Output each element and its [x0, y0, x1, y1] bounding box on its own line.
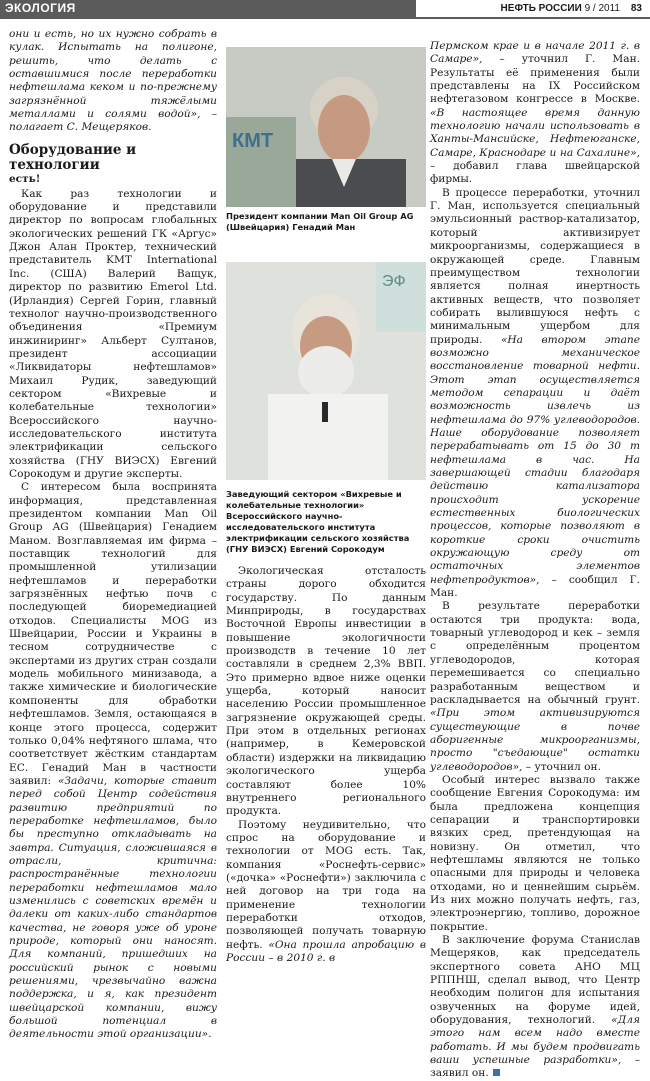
end-of-article-mark	[493, 1069, 500, 1076]
page-header	[0, 0, 650, 19]
paragraph-text: В заключение форума Станислав Мещеряков, как председатель экспертного совета АНО МЦ РППНШ, сделал вывод, что Центр необходим полигон для испытания озвученных на форуме идей, оборудования, технологий.	[430, 934, 640, 1027]
header-rule	[0, 17, 650, 19]
paragraph	[9, 481, 217, 1041]
section-subheading: есть!	[9, 172, 41, 185]
quote-text: «Для этого нам всем надо вместе работать. И мы будем продвигать ваши успешные разработки»,	[430, 1014, 641, 1067]
quote-text: «На втором этапе возможно механическое восстановление товарной нефти. Этот этап осуществляется методом сепарации и даёт возможность извлечь из нефтешлама до 97% углеводородов. Наше оборудование позволяет перерабатывать от 15 до 30 т нефтешлама в час. На завершающей стадии благодаря действию катализатора происходит ускорение естественных биологических процессов, которые позволяют в короткие сроки очистить окружающую среду от остаточных элементов нефтепродуктов»,	[430, 333, 640, 586]
quote-text: «При этом активизируются существующие в почве аборигенные микроорганизмы, просто "съедающие" остатки углеводородов»,	[430, 707, 640, 773]
paragraph	[430, 934, 640, 1081]
paragraph-text: Поэтому неудивительно, что спрос на оборудование и технологии от MOG есть. Так, компания «Роснефть-сервис» («дочка» «Роснефти») заключила с ней договор на три года на применение технологии переработки отходов, позволяющей получать товарную нефть.	[226, 818, 426, 951]
portrait-image	[226, 262, 426, 480]
paragraph-text: В процессе переработки, уточнил Г. Ман, используется специальный эмульсионный раствор-катализатор, который активизирует микроорганизмы, содержащиеся в окружающей среде. Главным преимуществом технологии является полная инертность активных веществ, что позволяет собирать вылившуюся нефть с минимальным ущербом для природы.	[430, 186, 640, 346]
section-heading: Оборудование и технологии	[9, 141, 137, 173]
paragraph-text: – сообщил Г. Ман.	[430, 573, 640, 600]
quote-text: «В настоящее время данную технологию начали использовать в Ханты-Мансийске, Нефтеюганске, Самаре, Краснодаре и на Сахалине»,	[430, 106, 640, 159]
section-rubric: ЭКОЛОГИЯ	[0, 0, 416, 17]
page-number: 83	[630, 3, 642, 14]
paragraph	[430, 187, 640, 601]
photo-caption: Заведующий сектором «Вихревые и колебательные технологии» Всероссийского научно-исследовательского института электрификации сельского хозяйства (ГНУ ВИЭСХ) Евгений Сорокодум	[226, 489, 410, 554]
photo-president-man-oil-group	[226, 47, 426, 207]
paragraph: Особый интерес вызвало также сообщение Евгения Сорокодума: им была предложена концепция сепарации и транспортировки вязких сред, претендующая на новизну. Он отметил, что нефтешламы являются не только опасными для природы и человека отходами, но и ценнейшим сырьём. Из них можно получать нефть, газ, электроэнергию, топливо, дорожное покрытие.	[430, 773, 640, 933]
issue-info	[424, 0, 650, 17]
photo-sorokodum	[226, 262, 426, 480]
paragraph	[430, 40, 640, 187]
column-2	[226, 565, 426, 965]
paragraph: Экологическая отсталость страны дорого обходится государству. По данным Минприроды, в государствах Восточной Европы инвестиции в повышение экологичности производств в течение 10 лет составляли в среднем 2,3% ВВП. Это примерно вдвое ниже оценки ущерба, который наносит населению России промышленное загрязнение окружающей среды. При этом в отдельных регионах (например, в Кемеровской области) издержки на ликвидацию экологического ущерба составляют более 10% внутреннего регионального продукта.	[226, 565, 426, 818]
paragraph-text: – уточнил он.	[525, 760, 601, 773]
paragraph-text: – добавил глава швейцарской фирмы.	[430, 160, 640, 186]
issue-number: 9 / 2011	[584, 3, 620, 14]
paragraph	[430, 600, 640, 773]
paragraph: Как раз технологии и оборудование и представили директор по вопросам глобальных экологических решений ГК «Аргус» Джон Алан Проктер, технический представитель KMT International Inc. (США) Валерий Ващук, директор по развитию Emerol Ltd. (Ирландия) Сергей Горин, главный технолог научно-производственного объединения «Премиум инжиниринг» Альберт Султанов, президент ассоциации «Ликвидаторы нефтешламов» Михаил Рудик, заведующий сектором «Вихревые и колебательные технологии» Всероссийского научно-исследовательского института электрификации сельского хозяйства (ГНУ ВИЭСХ) Евгений Сорокодум и другие эксперты.	[9, 187, 217, 480]
journal-name: НЕФТЬ РОССИИ	[500, 3, 582, 14]
paragraph-text: – заявил он.	[430, 1054, 641, 1080]
banner-text: ЭФ	[382, 273, 406, 290]
paragraph-text: С интересом была воспринята информация, представленная президентом компании Man Oil Group AG (Швейцария) Генадием Маном. Возглавляемая им фирма – поставщик технологий для промышленной утилизации нефтешламов и переработки загрязнённых нефтью почв с последующей биоремедиацией отходов. Специалисты MOG из Швейцарии, России и Украины в тесном сотрудничестве с экспертами из других стран создали модель мобильного минизавода, а также химические и биологические компоненты для обработки нефтешламов. Земля, остающаяся в конце этого процесса, содержит только 0,04% нефтяного шлама, что соответствует жёстким стандартам ЕС. Генадий Ман в частности заявил:	[9, 481, 217, 787]
paragraph-text: В результате переработки остаются три продукта: вода, товарный углеводород и кек – земля с определённым процентом углеводородов, которая перемешивается со специально разработанным веществом и раскладывается на обычный грунт.	[430, 600, 640, 706]
column-3	[430, 40, 640, 1081]
column-1	[9, 28, 217, 1042]
quote-text: «Она прошла апробацию в России – в 2010 г. в	[226, 938, 426, 964]
photo-caption: Президент компании Man Oil Group AG (Швейцария) Генадий Ман	[226, 211, 414, 232]
paragraph	[226, 819, 426, 966]
paragraph: они и есть, но их нужно собрать в кулак. Испытать на полигоне, решить, что делать с оставшимися после переработки нефтешлама кеком и по-прежнему загрязнённой тяжёлыми металлами и солями водой», – полагает С. Мещеряков.	[9, 28, 217, 134]
portrait-image	[226, 47, 426, 207]
paragraph-text: – уточнил Г. Ман. Результаты её применения были представлены на IX Российском нефтегазовом конгрессе в Москве.	[430, 53, 640, 106]
banner-text: КМТ	[232, 130, 274, 152]
quote-text: «Задачи, которые ставит перед собой Центр содействия развитию предприятий по переработке нефтешламов, было бы преступно откладывать на завтра. Ситуация, сложившаяся в отрасли, критична: распространённые технологии переработки нефтешламов мало изменились с советских времён и далеки от каких-либо стандартов качества, не говоря уже об уроне природе, который они наносят. Для компаний, пришедших на российский рынок с новыми решениями, чрезвычайно важна поддержка, и я, как президент швейцарской компании, вижу большой потенциал в деятельности этой организации».	[9, 774, 217, 1041]
quote-text: Пермском крае и в начале 2011 г. в Самаре»,	[430, 40, 640, 66]
